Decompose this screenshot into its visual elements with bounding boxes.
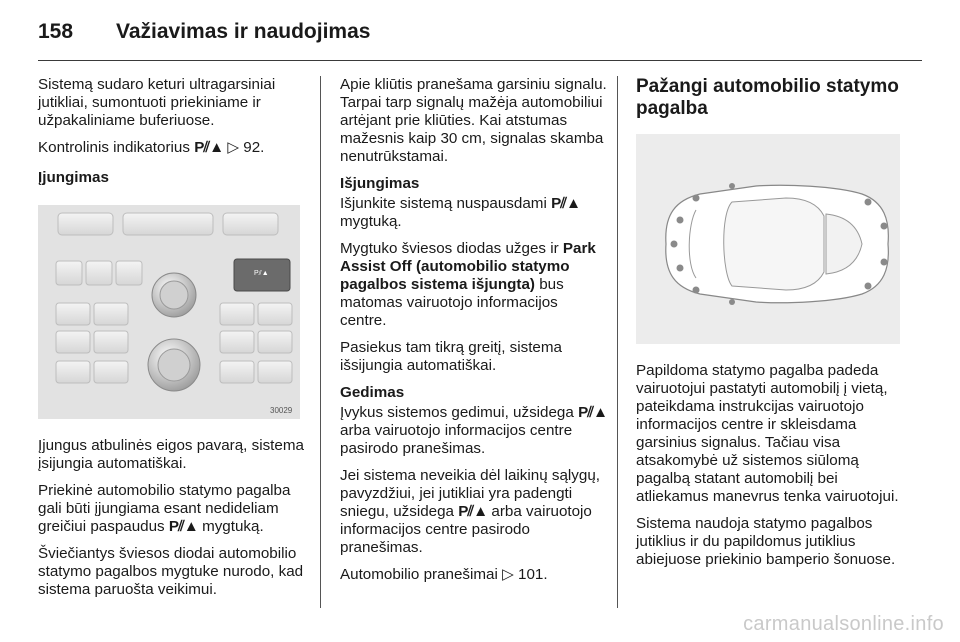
vehicle-messages-paragraph: Automobilio pranešimai ▷ 101.	[340, 566, 548, 583]
park-assist-icon: P⫽▲	[578, 404, 607, 421]
section-heading-advanced: Pažangi automobilio statymo pagalba	[636, 76, 899, 119]
park-assist-off-message: Park Assist Off (automobilio statymo pagalbos sistema išjungta)	[340, 240, 596, 293]
watermark: carmanualsonline.info	[743, 613, 944, 635]
page-title: Važiavimas ir naudojimas	[116, 20, 371, 43]
section-heading-off: Išjungimas	[340, 175, 420, 192]
reverse-gear-paragraph: Įjungus atbulinės eigos pavarą, sistema įsijungia automatiškai.	[38, 437, 304, 472]
page-reference-link[interactable]: 101.	[518, 566, 548, 583]
svg-text:P⫽▲: P⫽▲	[254, 270, 269, 277]
column-3	[636, 76, 904, 578]
park-assist-icon: P⫽▲	[551, 195, 580, 212]
header-rule	[38, 60, 922, 61]
indicator-paragraph: Kontrolinis indikatorius P⫽▲ ▷ 92.	[38, 139, 265, 156]
intro-paragraph: Sistemą sudaro keturi ultragarsiniai jutikliai, sumontuoti priekiniame ir užpakaliniame buferiuose.	[38, 76, 276, 129]
section-heading-fault: Gedimas	[340, 384, 405, 401]
park-assist-icon: P⫽▲	[194, 139, 224, 156]
led-off-paragraph: Mygtuko šviesos diodas užges ir Park Assist Off (automobilio statymo pagalbos sistema išjungta) bus matomas vairuotojo informacijos centre.	[340, 240, 596, 329]
column-1	[38, 76, 306, 608]
control-panel-figure	[38, 205, 300, 419]
fault-paragraph: Įvykus sistemos gedimui, užsidega P⫽▲ arba vairuotojo informacijos centre pasirodo pranešimas.	[340, 404, 607, 457]
column-divider-2	[617, 76, 618, 608]
section-heading-on: Įjungimas	[38, 169, 109, 186]
page-header	[38, 20, 370, 48]
figure-id-label: 30029	[270, 406, 293, 415]
switch-off-paragraph: Išjunkite sistemą nuspausdami P⫽▲ mygtuką.	[340, 195, 580, 230]
car-sensors-figure	[636, 134, 900, 344]
column-divider-1	[320, 76, 321, 608]
reference-arrow-icon: ▷	[227, 139, 240, 156]
park-assist-icon: P⫽▲	[458, 503, 488, 520]
page-number: 158	[38, 20, 74, 43]
column-2	[340, 76, 608, 593]
temporary-conditions-paragraph: Jei sistema neveikia dėl laikinų sąlygų, pavyzdžiui, jei jutikliai yra padengti sniegu, užsidega P⫽▲ arba vairuotojo informacijos centre pasirodo pranešimas.	[340, 467, 601, 556]
led-paragraph: Šviečiantys šviesos diodai automobilio statymo pagalbos mygtuke nurodo, kad sistema paruošta veikimui.	[38, 545, 304, 598]
reference-arrow-icon: ▷	[502, 566, 514, 583]
signal-paragraph: Apie kliūtis pranešama garsiniu signalu. Tarpai tarp signalų mažėja automobiliui artėjant prie kliūties. Kai atstumas mažesnis kaip 30 cm, signalas skamba nenutrūkstamai.	[340, 76, 607, 165]
sensors-paragraph: Sistema naudoja statymo pagalbos jutiklius ir du papildomus jutiklius abiejuose priekinio bamperio šonuose.	[636, 515, 896, 568]
park-assist-icon: P⫽▲	[168, 518, 198, 535]
front-assist-paragraph: Priekinė automobilio statymo pagalba gali būti įjungiama esant nedideliam greičiui paspaudus P⫽▲ mygtuką.	[38, 482, 291, 535]
speed-off-paragraph: Pasiekus tam tikrą greitį, sistema išsijungia automatiškai.	[340, 339, 562, 374]
advanced-assist-paragraph: Papildoma statymo pagalba padeda vairuotojui pastatyti automobilį į vietą, pateikdama instrukcijas vairuotojo informacijos centre ir skleisdama garsinius signalus. Tačiau visa atsakomybė už sistemos siūlomą pagalbą statant automobilį bei atliekamus manevrus tenka vairuotojui.	[636, 362, 899, 505]
page-reference-link[interactable]: 92.	[243, 139, 265, 156]
